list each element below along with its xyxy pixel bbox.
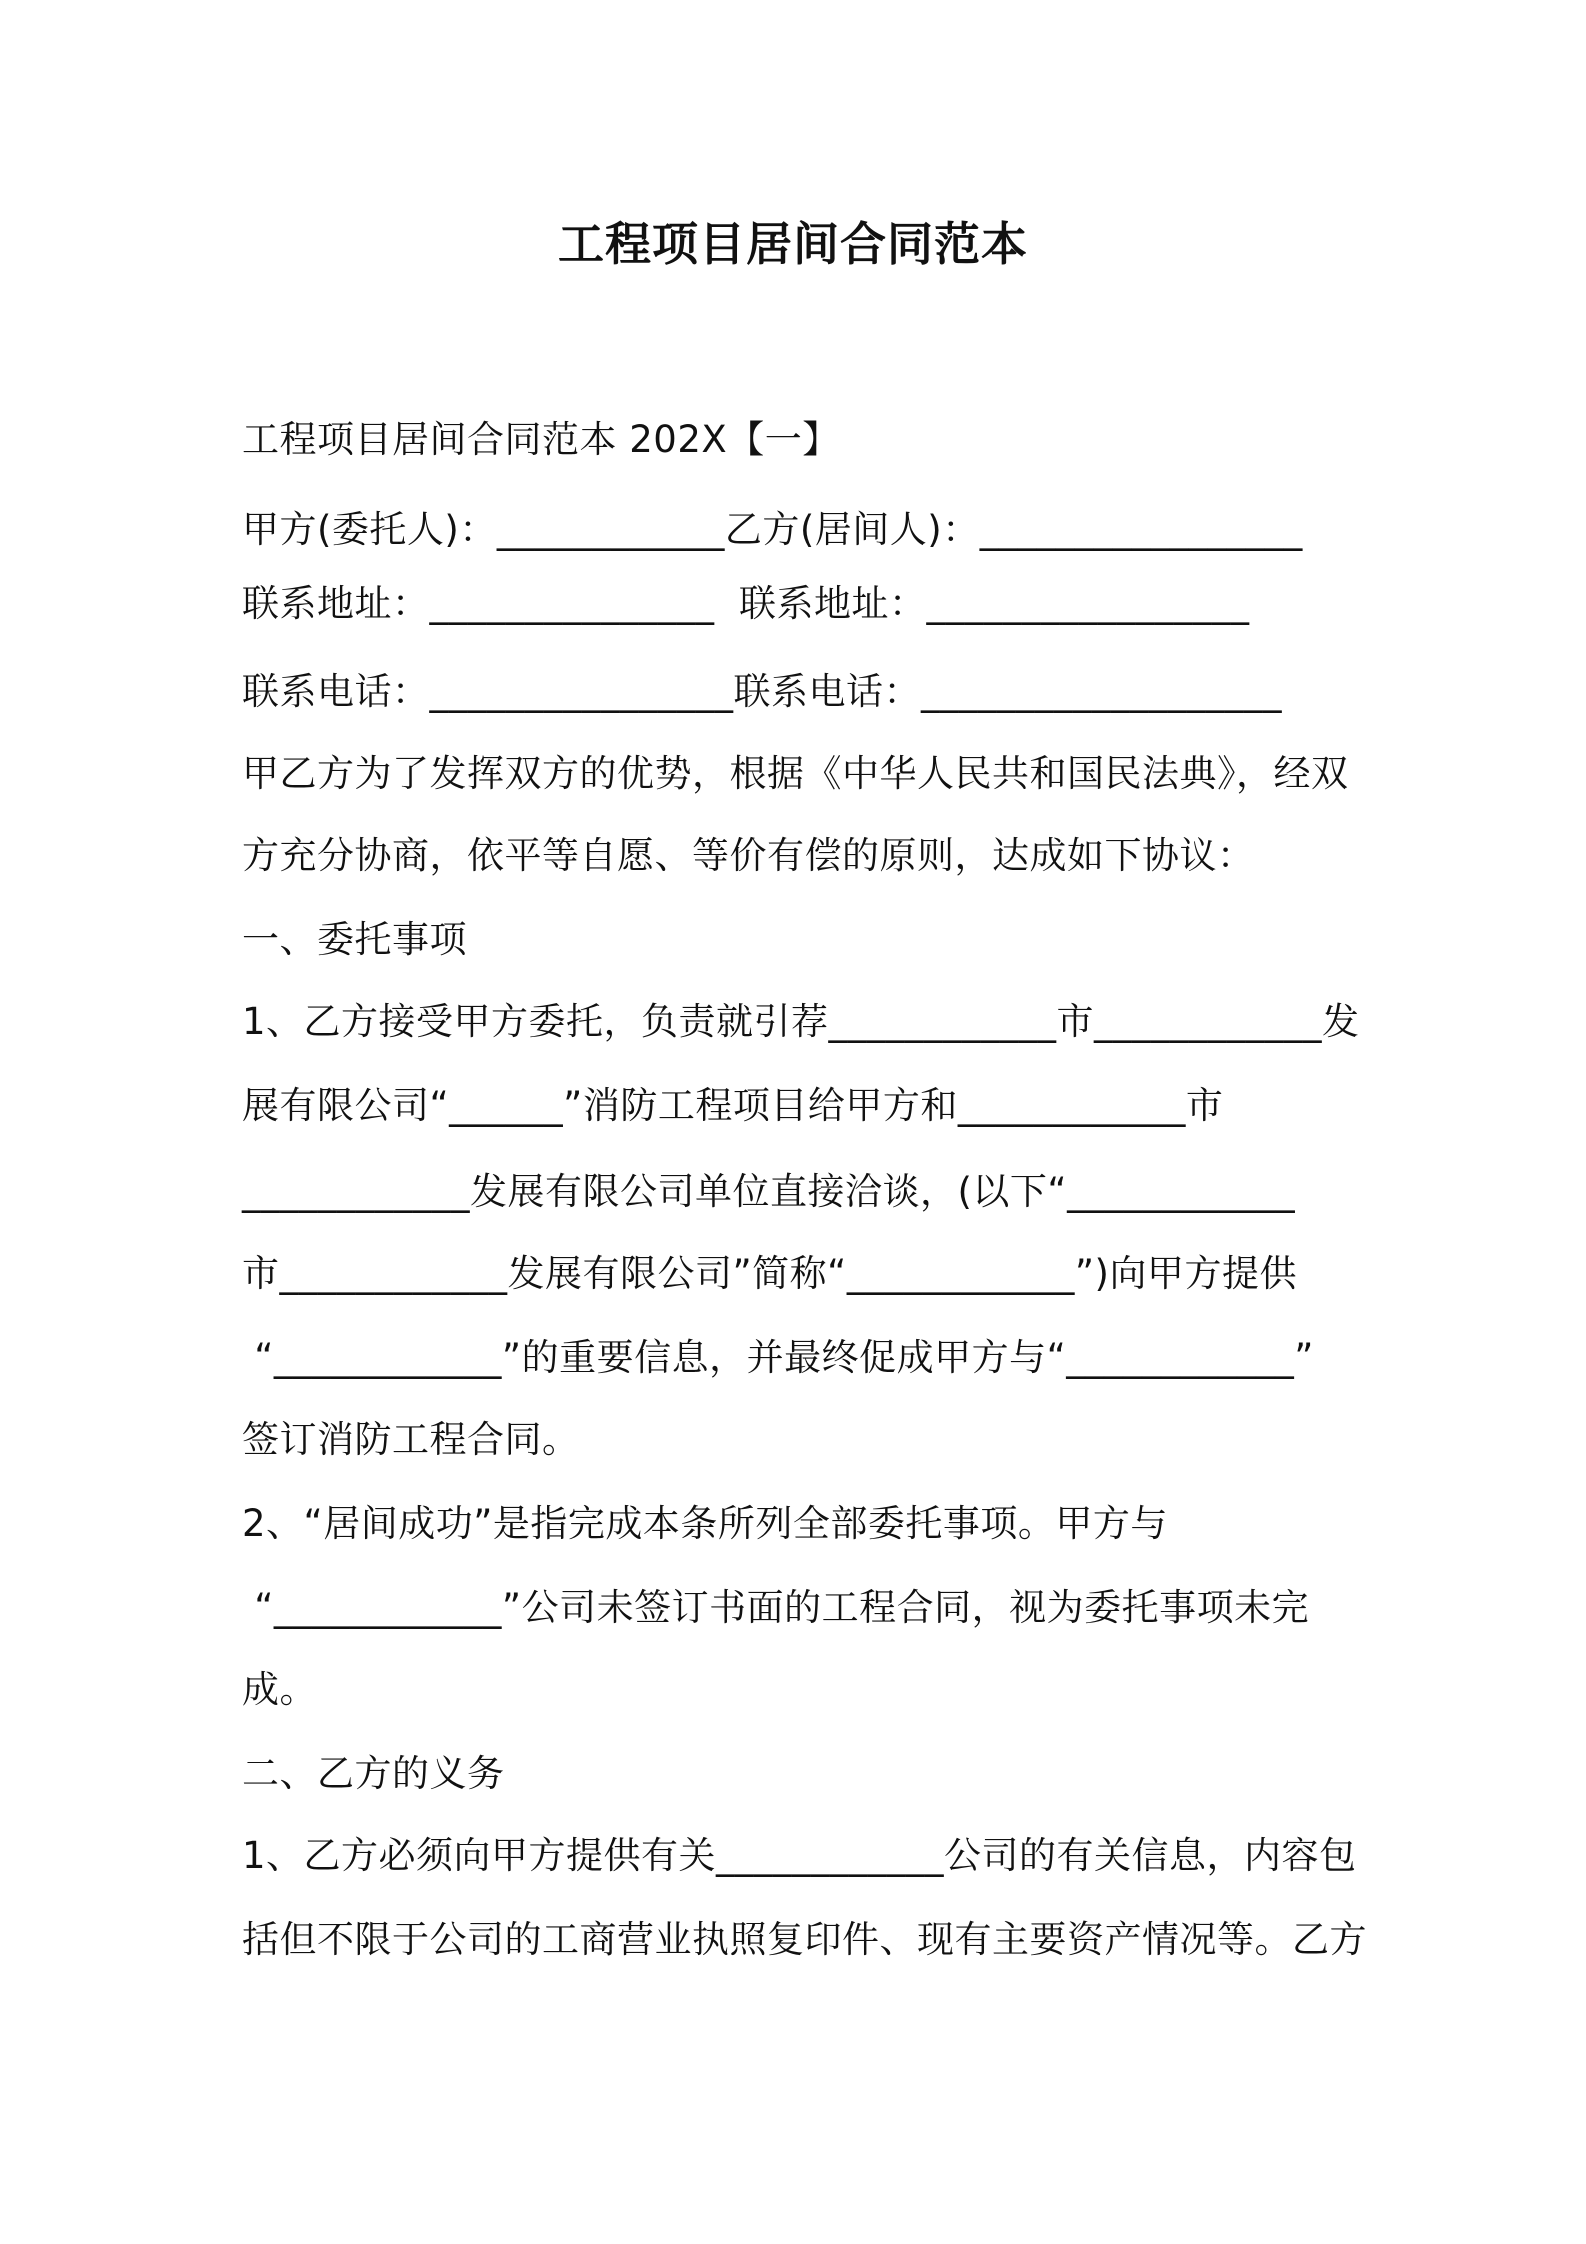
section1-heading: 一、委托事项 — [242, 918, 467, 961]
clause-1-1-line-3: ____________发展有限公司单位直接洽谈，(以下“____________ — [242, 1170, 1296, 1213]
section2-heading: 二、乙方的义务 — [242, 1752, 505, 1795]
preamble-line-2: 方充分协商，依平等自愿、等价有偿的原则，达成如下协议： — [242, 834, 1255, 877]
clause-1-2-line-1: 2、“居间成功”是指完成本条所列全部委托事项。甲方与 — [242, 1502, 1168, 1545]
clause-1-1-line-6: 签订消防工程合同。 — [242, 1418, 580, 1461]
preamble-line-1: 甲乙方为了发挥双方的优势，根据《中华人民共和国民法典》，经双 — [242, 752, 1349, 795]
clause-1-1-line-1: 1、乙方接受甲方委托，负责就引荐____________市____________发 — [242, 1000, 1360, 1043]
document-subtitle: 工程项目居间合同范本 202X【一】 — [242, 418, 840, 461]
clause-1-1-line-4: 市____________发展有限公司”简称“____________”)向甲方提供 — [242, 1252, 1297, 1295]
clause-1-1-line-5: “____________”的重要信息，并最终促成甲方与“____________” — [242, 1336, 1314, 1379]
clause-1-2-line-3: 成。 — [242, 1668, 317, 1711]
clause-2-1-line-1: 1、乙方必须向甲方提供有关____________公司的有关信息，内容包 — [242, 1834, 1357, 1877]
document-title: 工程项目居间合同范本 — [558, 217, 1028, 271]
clause-1-2-line-2: “____________”公司未签订书面的工程合同，视为委托事项未完 — [242, 1586, 1310, 1629]
clause-1-1-line-2: 展有限公司“______”消防工程项目给甲方和____________市 — [242, 1084, 1224, 1127]
clause-2-1-line-2: 括但不限于公司的工商营业执照复印件、现有主要资产情况等。乙方 — [242, 1918, 1367, 1961]
party-phone-line: 联系电话：________________联系电话：___________________ — [242, 670, 1282, 713]
party-address-line: 联系地址：_______________ 联系地址：_________________ — [242, 582, 1250, 625]
party-names-line: 甲方(委托人)：____________乙方(居间人)：_________________ — [242, 508, 1303, 551]
